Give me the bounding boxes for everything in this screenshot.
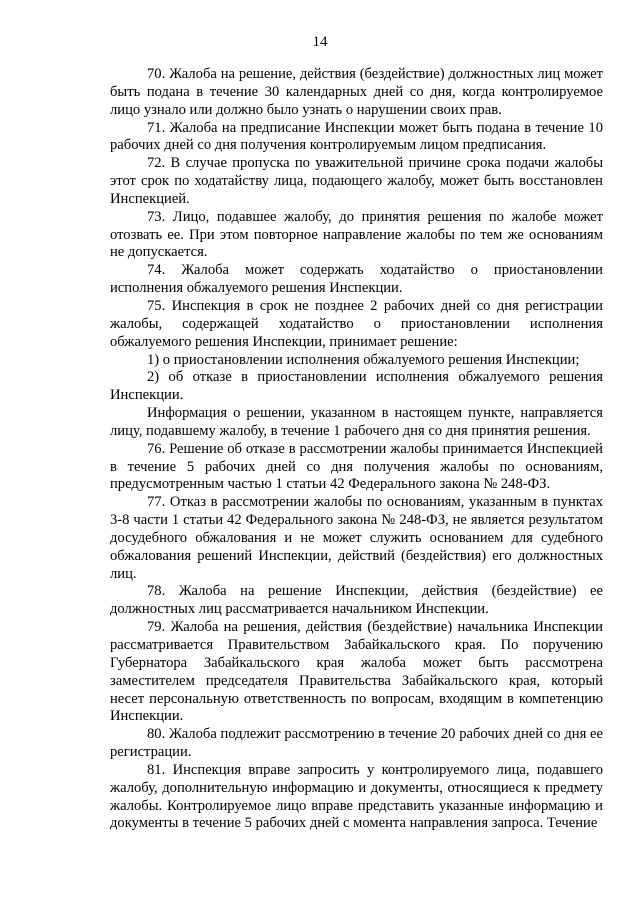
paragraph-74: 74. Жалоба может содержать ходатайство о приостановлении исполнения обжалуемого решения Инспекции. <box>110 262 603 297</box>
paragraph-75: 75. Инспекция в срок не позднее 2 рабочих дней со дня регистрации жалобы, содержащей ходатайство о приостановлении исполнения обжалуемого решения Инспекции, принимает решение: <box>110 297 603 350</box>
paragraph-77: 77. Отказ в рассмотрении жалобы по основаниям, указанным в пунктах 3-8 части 1 статьи 42 Федерального закона № 248-ФЗ, не является результатом досудебного обжалования и не может служить основанием для судебного обжалования решений Инспекции, действий (бездействия) его должностных лиц. <box>110 494 603 582</box>
paragraph-71: 71. Жалоба на предписание Инспекции может быть подана в течение 10 рабочих дней со дня получения контролируемым лицом предписания. <box>110 119 603 154</box>
document-body <box>110 66 603 833</box>
page-number: 14 <box>312 34 328 50</box>
paragraph-75-info: Информация о решении, указанном в настоящем пункте, направляется лицу, подавшему жалобу, в течение 1 рабочего дня со дня принятия решения. <box>110 405 603 439</box>
paragraph-75-item-2: 2) об отказе в приостановлении исполнения обжалуемого решения Инспекции. <box>110 369 603 404</box>
paragraph-81: 81. Инспекция вправе запросить у контролируемого лица, подавшего жалобу, дополнительную информацию и документы, относящиеся к предмету жалобы. Контролируемое лицо вправе представить указанные информацию и документы в течение 5 рабочих дней с момента направления запроса. Течение <box>110 761 603 832</box>
paragraph-70: 70. Жалоба на решение, действия (бездействие) должностных лиц может быть подана в течение 30 календарных дней со дня, когда контролируемое лицо узнало или должно было узнать о нарушении своих прав. <box>110 66 603 118</box>
paragraph-72: 72. В случае пропуска по уважительной причине срока подачи жалобы этот срок по ходатайству лица, подающего жалобу, может быть восстановлен Инспекцией. <box>110 155 603 207</box>
paragraph-73: 73. Лицо, подавшее жалобу, до принятия решения по жалобе может отозвать ее. При этом повторное направление жалобы по тем же основаниям не допускается. <box>110 208 603 261</box>
paragraph-76: 76. Решение об отказе в рассмотрении жалобы принимается Инспекцией в течение 5 рабочих дней со дня получения жалобы по основаниям, предусмотренным частью 1 статьи 42 Федерального закона № 248-ФЗ. <box>110 440 603 493</box>
paragraph-75-item-1: 1) о приостановлении исполнения обжалуемого решения Инспекции; <box>147 351 580 368</box>
paragraph-78: 78. Жалоба на решение Инспекции, действия (бездействие) ее должностных лиц рассматривается начальником Инспекции. <box>110 583 603 618</box>
paragraph-79: 79. Жалоба на решения, действия (бездействие) начальника Инспекции рассматривается Правительством Забайкальского края. По поручению Губернатора Забайкальского края жалоба может быть рассмотрена заместителем председателя Правительства Забайкальского края, который несет персональную ответственность по вопросам, входящим в компетенцию Инспекции. <box>110 619 603 725</box>
paragraph-80: 80. Жалоба подлежит рассмотрению в течение 20 рабочих дней со дня ее регистрации. <box>110 726 603 761</box>
